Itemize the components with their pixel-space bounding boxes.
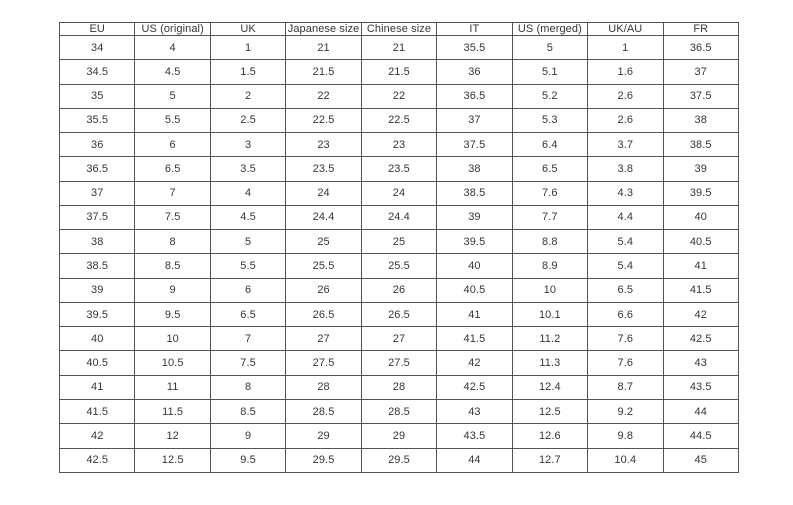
table-cell: 6.6 — [588, 302, 663, 326]
table-cell: 29.5 — [286, 448, 361, 472]
table-cell: 8 — [210, 375, 285, 399]
table-cell: 22 — [286, 84, 361, 108]
table-cell: 28.5 — [286, 399, 361, 423]
table-cell: 22.5 — [286, 108, 361, 132]
table-cell: 9 — [210, 424, 285, 448]
table-cell: 5.5 — [210, 254, 285, 278]
column-header: US (merged) — [512, 23, 587, 36]
table-row — [60, 448, 739, 472]
table-cell: 45 — [663, 448, 739, 472]
table-cell: 11 — [135, 375, 210, 399]
table-cell: 7.7 — [512, 205, 587, 229]
table-cell: 34.5 — [60, 60, 135, 84]
table-cell: 24 — [361, 181, 436, 205]
table-cell: 21 — [361, 36, 436, 60]
table-cell: 43 — [663, 351, 739, 375]
table-cell: 29.5 — [361, 448, 436, 472]
table-cell: 38.5 — [663, 133, 739, 157]
table-cell: 28.5 — [361, 399, 436, 423]
table-cell: 3.7 — [588, 133, 663, 157]
table-cell: 8.5 — [210, 399, 285, 423]
table-cell: 36 — [60, 133, 135, 157]
table-cell: 2.6 — [588, 84, 663, 108]
table-row — [60, 327, 739, 351]
table-cell: 22 — [361, 84, 436, 108]
table-cell: 38.5 — [437, 181, 512, 205]
table-cell: 29 — [286, 424, 361, 448]
table-cell: 6.5 — [135, 157, 210, 181]
table-cell: 38 — [437, 157, 512, 181]
table-cell: 6.5 — [210, 302, 285, 326]
table-cell: 38 — [60, 230, 135, 254]
table-row — [60, 254, 739, 278]
table-cell: 8.9 — [512, 254, 587, 278]
table-row — [60, 157, 739, 181]
table-row — [60, 375, 739, 399]
table-cell: 5 — [210, 230, 285, 254]
table-cell: 10 — [512, 278, 587, 302]
table-cell: 9.2 — [588, 399, 663, 423]
table-cell: 2.5 — [210, 108, 285, 132]
table-row — [60, 133, 739, 157]
table-cell: 35 — [60, 84, 135, 108]
table-cell: 11.5 — [135, 399, 210, 423]
table-cell: 7.5 — [135, 205, 210, 229]
table-cell: 26 — [286, 278, 361, 302]
table-cell: 41.5 — [437, 327, 512, 351]
table-cell: 39.5 — [60, 302, 135, 326]
table-cell: 41 — [663, 254, 739, 278]
table-cell: 1.5 — [210, 60, 285, 84]
table-cell: 43 — [437, 399, 512, 423]
table-row — [60, 399, 739, 423]
table-row — [60, 205, 739, 229]
table-cell: 28 — [286, 375, 361, 399]
table-cell: 39 — [663, 157, 739, 181]
table-cell: 23.5 — [361, 157, 436, 181]
table-cell: 37.5 — [437, 133, 512, 157]
table-cell: 5.4 — [588, 230, 663, 254]
column-header: UK — [210, 23, 285, 36]
table-cell: 5.2 — [512, 84, 587, 108]
table-cell: 40.5 — [663, 230, 739, 254]
table-cell: 42.5 — [663, 327, 739, 351]
table-cell: 12.4 — [512, 375, 587, 399]
table-cell: 39.5 — [437, 230, 512, 254]
table-body — [60, 36, 739, 473]
table-cell: 9 — [135, 278, 210, 302]
table-cell: 1.6 — [588, 60, 663, 84]
table-cell: 6.5 — [588, 278, 663, 302]
table-cell: 3.8 — [588, 157, 663, 181]
table-cell: 44 — [437, 448, 512, 472]
table-row — [60, 84, 739, 108]
table-cell: 38 — [663, 108, 739, 132]
table-cell: 36.5 — [437, 84, 512, 108]
table-cell: 42.5 — [437, 375, 512, 399]
table-row — [60, 36, 739, 60]
table-row — [60, 351, 739, 375]
table-cell: 36.5 — [60, 157, 135, 181]
table-cell: 39.5 — [663, 181, 739, 205]
table-cell: 38.5 — [60, 254, 135, 278]
table-cell: 26 — [361, 278, 436, 302]
table-cell: 23 — [361, 133, 436, 157]
table-cell: 42.5 — [60, 448, 135, 472]
table-cell: 27 — [361, 327, 436, 351]
table-cell: 40 — [663, 205, 739, 229]
table-cell: 29 — [361, 424, 436, 448]
table-cell: 2 — [210, 84, 285, 108]
table-cell: 22.5 — [361, 108, 436, 132]
table-cell: 43.5 — [663, 375, 739, 399]
table-cell: 7.6 — [588, 351, 663, 375]
table-cell: 37 — [437, 108, 512, 132]
table-cell: 4 — [210, 181, 285, 205]
table-row — [60, 181, 739, 205]
table-cell: 12.7 — [512, 448, 587, 472]
table-row — [60, 278, 739, 302]
table-cell: 4.3 — [588, 181, 663, 205]
table-cell: 4.5 — [135, 60, 210, 84]
table-cell: 24 — [286, 181, 361, 205]
table-cell: 39 — [437, 205, 512, 229]
table-cell: 21.5 — [286, 60, 361, 84]
column-header: EU — [60, 23, 135, 36]
table-cell: 5.3 — [512, 108, 587, 132]
table-cell: 40.5 — [60, 351, 135, 375]
table-cell: 42 — [437, 351, 512, 375]
table-cell: 2.6 — [588, 108, 663, 132]
table-cell: 26.5 — [361, 302, 436, 326]
table-cell: 8.7 — [588, 375, 663, 399]
table-cell: 36.5 — [663, 36, 739, 60]
table-cell: 8.8 — [512, 230, 587, 254]
table-cell: 34 — [60, 36, 135, 60]
table-cell: 21.5 — [361, 60, 436, 84]
table-cell: 12.6 — [512, 424, 587, 448]
size-conversion-table — [59, 22, 739, 473]
table-cell: 24.4 — [286, 205, 361, 229]
table-cell: 11.3 — [512, 351, 587, 375]
table-cell: 3.5 — [210, 157, 285, 181]
table-cell: 5.4 — [588, 254, 663, 278]
table-cell: 5 — [135, 84, 210, 108]
table-cell: 6 — [210, 278, 285, 302]
table-cell: 27 — [286, 327, 361, 351]
table-cell: 21 — [286, 36, 361, 60]
table-cell: 37 — [60, 181, 135, 205]
header-row — [60, 23, 739, 36]
table-cell: 25.5 — [286, 254, 361, 278]
table-cell: 27.5 — [286, 351, 361, 375]
table-cell: 44 — [663, 399, 739, 423]
table-cell: 12.5 — [512, 399, 587, 423]
table-cell: 40 — [437, 254, 512, 278]
table-cell: 44.5 — [663, 424, 739, 448]
table-cell: 35.5 — [60, 108, 135, 132]
table-cell: 1 — [588, 36, 663, 60]
table-cell: 10.1 — [512, 302, 587, 326]
table-cell: 11.2 — [512, 327, 587, 351]
table-cell: 7.5 — [210, 351, 285, 375]
table-cell: 4.5 — [210, 205, 285, 229]
table-cell: 8.5 — [135, 254, 210, 278]
table-cell: 10.4 — [588, 448, 663, 472]
column-header: UK/AU — [588, 23, 663, 36]
table-cell: 37 — [663, 60, 739, 84]
table-row — [60, 230, 739, 254]
table-cell: 12 — [135, 424, 210, 448]
column-header: FR — [663, 23, 739, 36]
table-cell: 41.5 — [663, 278, 739, 302]
table-cell: 35.5 — [437, 36, 512, 60]
table-cell: 8 — [135, 230, 210, 254]
column-header: Chinese size — [361, 23, 436, 36]
table-cell: 43.5 — [437, 424, 512, 448]
table-cell: 5 — [512, 36, 587, 60]
table-row — [60, 60, 739, 84]
table-cell: 1 — [210, 36, 285, 60]
table-cell: 41 — [60, 375, 135, 399]
table-cell: 37.5 — [60, 205, 135, 229]
table-cell: 25 — [361, 230, 436, 254]
table-cell: 42 — [663, 302, 739, 326]
column-header: US (original) — [135, 23, 210, 36]
table-cell: 3 — [210, 133, 285, 157]
table-cell: 4.4 — [588, 205, 663, 229]
table-cell: 40 — [60, 327, 135, 351]
table-cell: 41 — [437, 302, 512, 326]
table-cell: 25.5 — [361, 254, 436, 278]
table-cell: 25 — [286, 230, 361, 254]
table-cell: 6.5 — [512, 157, 587, 181]
table-cell: 39 — [60, 278, 135, 302]
column-header: Japanese size — [287, 23, 360, 35]
table-cell: 7.6 — [588, 327, 663, 351]
table-header — [60, 23, 739, 36]
table-cell: 9.5 — [135, 302, 210, 326]
table-cell: 4 — [135, 36, 210, 60]
table-cell: 9.5 — [210, 448, 285, 472]
table-cell: 5.5 — [135, 108, 210, 132]
table-cell: 42 — [60, 424, 135, 448]
table-cell: 26.5 — [286, 302, 361, 326]
table-cell: 5.1 — [512, 60, 587, 84]
table-cell: 10 — [135, 327, 210, 351]
table-cell: 28 — [361, 375, 436, 399]
table-row — [60, 302, 739, 326]
table-cell: 6 — [135, 133, 210, 157]
table-cell: 12.5 — [135, 448, 210, 472]
table-cell: 7 — [135, 181, 210, 205]
table-cell: 37.5 — [663, 84, 739, 108]
table-cell: 9.8 — [588, 424, 663, 448]
table-cell: 7.6 — [512, 181, 587, 205]
table-cell: 6.4 — [512, 133, 587, 157]
table-cell: 7 — [210, 327, 285, 351]
table-cell: 27.5 — [361, 351, 436, 375]
table-cell: 36 — [437, 60, 512, 84]
table-cell: 24.4 — [361, 205, 436, 229]
table-row — [60, 424, 739, 448]
table-row — [60, 108, 739, 132]
table-cell: 10.5 — [135, 351, 210, 375]
table-cell: 40.5 — [437, 278, 512, 302]
table-cell: 41.5 — [60, 399, 135, 423]
table-cell: 23.5 — [286, 157, 361, 181]
column-header: IT — [437, 23, 512, 36]
table-cell: 23 — [286, 133, 361, 157]
